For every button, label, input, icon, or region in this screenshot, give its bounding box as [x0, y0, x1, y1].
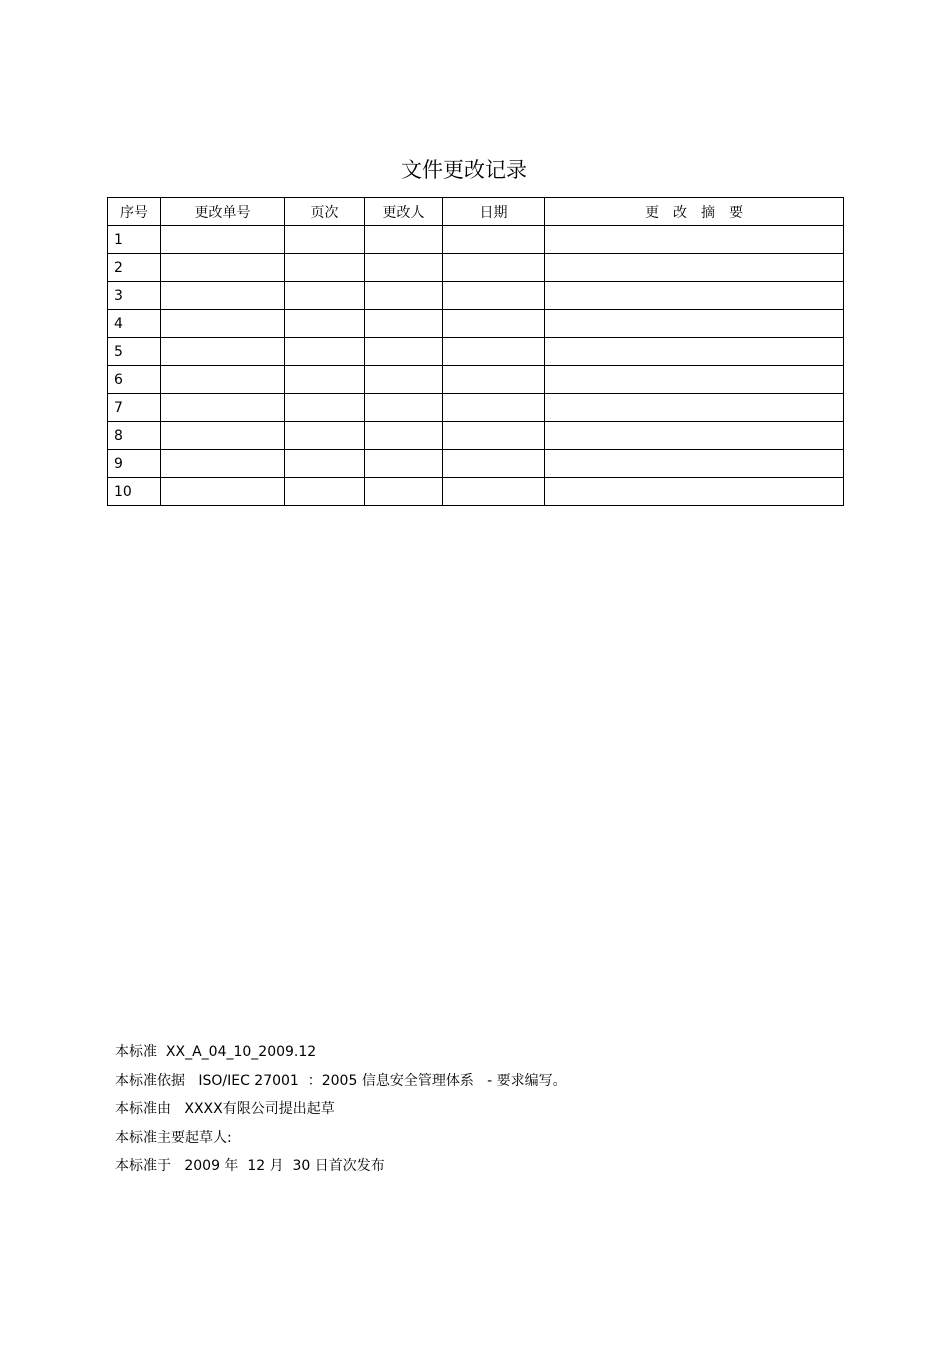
table-row — [108, 282, 844, 310]
cell-date — [443, 366, 545, 394]
cell-serial-no: 10 — [108, 478, 161, 506]
cell-changed-by — [365, 366, 443, 394]
cell-page — [285, 226, 365, 254]
table-row — [108, 394, 844, 422]
table-row — [108, 226, 844, 254]
cell-changed-by — [365, 254, 443, 282]
page-title: 文件更改记录 — [401, 158, 527, 182]
cell-date — [443, 450, 545, 478]
cell-change-summary — [545, 450, 844, 478]
cell-change-order-no — [161, 282, 285, 310]
cell-page — [285, 450, 365, 478]
cell-serial-no: 8 — [108, 422, 161, 450]
cell-serial-no: 1 — [108, 226, 161, 254]
cell-change-order-no — [161, 310, 285, 338]
cell-page — [285, 282, 365, 310]
cell-date — [443, 282, 545, 310]
header-serial-no: 序号 — [108, 198, 161, 226]
cell-change-order-no — [161, 478, 285, 506]
cell-serial-no: 3 — [108, 282, 161, 310]
cell-change-summary — [545, 478, 844, 506]
cell-changed-by — [365, 478, 443, 506]
table-row — [108, 254, 844, 282]
cell-date — [443, 478, 545, 506]
cell-changed-by — [365, 422, 443, 450]
table-row — [108, 422, 844, 450]
cell-change-summary — [545, 226, 844, 254]
cell-change-summary — [545, 310, 844, 338]
cell-serial-no: 6 — [108, 366, 161, 394]
table-row — [108, 338, 844, 366]
cell-date — [443, 338, 545, 366]
cell-changed-by — [365, 338, 443, 366]
cell-serial-no: 5 — [108, 338, 161, 366]
cell-page — [285, 394, 365, 422]
cell-serial-no: 9 — [108, 450, 161, 478]
standard-proposer-line: 本标准由 XXXX有限公司提出起草 — [115, 1101, 335, 1117]
cell-changed-by — [365, 394, 443, 422]
cell-changed-by — [365, 450, 443, 478]
header-date: 日期 — [443, 198, 545, 226]
cell-change-summary — [545, 422, 844, 450]
cell-changed-by — [365, 226, 443, 254]
cell-change-order-no — [161, 254, 285, 282]
cell-page — [285, 338, 365, 366]
cell-page — [285, 422, 365, 450]
cell-change-summary — [545, 254, 844, 282]
standard-number-line: 本标准 XX_A_04_10_2009.12 — [115, 1044, 317, 1060]
cell-change-order-no — [161, 226, 285, 254]
standard-info — [115, 1038, 567, 1181]
cell-change-summary — [545, 282, 844, 310]
cell-date — [443, 226, 545, 254]
cell-date — [443, 310, 545, 338]
cell-page — [285, 310, 365, 338]
cell-date — [443, 422, 545, 450]
cell-serial-no: 4 — [108, 310, 161, 338]
cell-change-summary — [545, 394, 844, 422]
cell-changed-by — [365, 310, 443, 338]
table-row — [108, 310, 844, 338]
header-change-summary: 更 改 摘 要 — [545, 198, 844, 226]
table-row — [108, 478, 844, 506]
cell-change-order-no — [161, 338, 285, 366]
change-record-table — [107, 197, 844, 506]
table-header-row — [108, 198, 844, 226]
cell-date — [443, 394, 545, 422]
standard-basis-line: 本标准依据 ISO/IEC 27001 ：2005 信息安全管理体系 - 要求编写。 — [115, 1072, 567, 1089]
table-row — [108, 366, 844, 394]
cell-changed-by — [365, 282, 443, 310]
header-page: 页次 — [285, 198, 365, 226]
cell-change-order-no — [161, 366, 285, 394]
standard-drafter-line: 本标准主要起草人: — [115, 1129, 232, 1146]
header-change-order-no: 更改单号 — [161, 198, 285, 226]
cell-page — [285, 254, 365, 282]
header-changed-by: 更改人 — [365, 198, 443, 226]
cell-serial-no: 2 — [108, 254, 161, 282]
cell-change-summary — [545, 366, 844, 394]
cell-change-order-no — [161, 422, 285, 450]
cell-change-summary — [545, 338, 844, 366]
cell-serial-no: 7 — [108, 394, 161, 422]
cell-date — [443, 254, 545, 282]
table-row — [108, 450, 844, 478]
cell-page — [285, 478, 365, 506]
standard-release-line: 本标准于 2009 年 12 月 30 日首次发布 — [115, 1158, 385, 1174]
cell-change-order-no — [161, 450, 285, 478]
cell-change-order-no — [161, 394, 285, 422]
cell-page — [285, 366, 365, 394]
